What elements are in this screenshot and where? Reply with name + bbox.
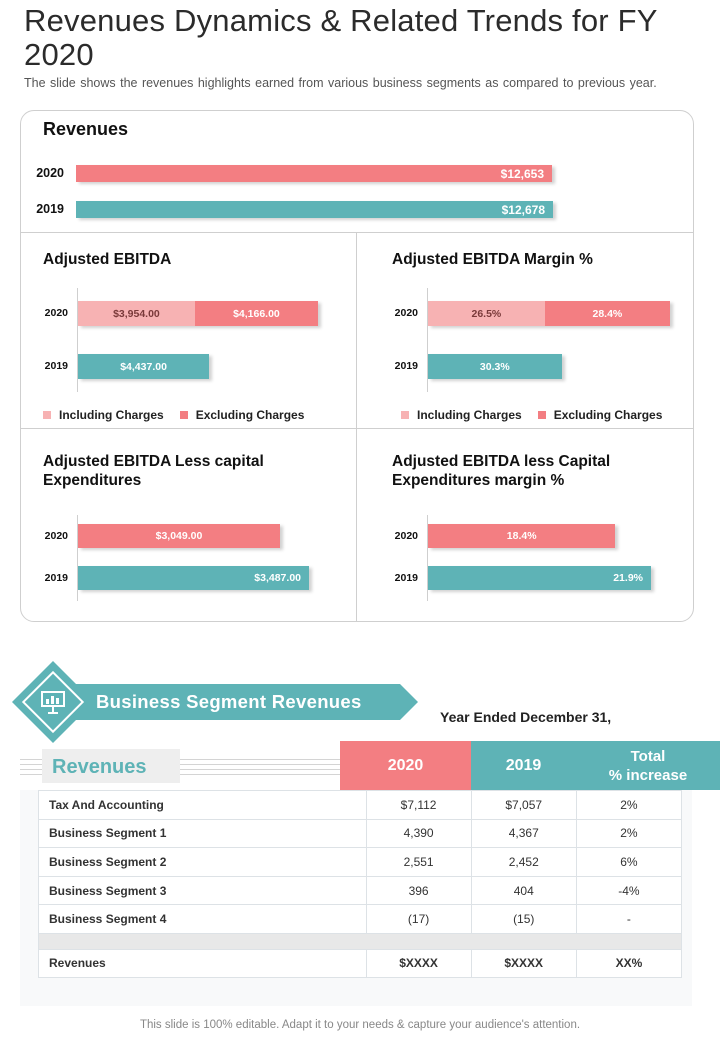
segment-name: Business Segment 2 bbox=[39, 848, 367, 877]
segment-value: $7,112 bbox=[366, 791, 471, 820]
column-header-2019: 2019 bbox=[471, 741, 576, 790]
ebitda-less-capex-margin-chart-title: Adjusted EBITDA less Capital Expenditures margin % bbox=[392, 453, 611, 489]
segment-value: - bbox=[576, 905, 681, 934]
ebitda-less-capex-margin-bar-2019-label: 21.9% bbox=[428, 566, 651, 590]
segment-name: Tax And Accounting bbox=[39, 791, 367, 820]
segment-value: 2,551 bbox=[366, 848, 471, 877]
revenues-label-2020: 2020 bbox=[36, 166, 64, 180]
legend-including-label: Including Charges bbox=[59, 408, 164, 422]
ebitda-less-capex-bar-2020 bbox=[78, 524, 280, 548]
legend-swatch-excluding bbox=[180, 411, 188, 419]
legend-swatch-including bbox=[401, 411, 409, 419]
segment-value: 4,390 bbox=[366, 819, 471, 848]
ebitda-label-2019: 2019 bbox=[44, 360, 68, 372]
ebitda-less-capex-margin-label-2019: 2019 bbox=[394, 572, 418, 584]
ebitda-less-capex-margin-bar-2019 bbox=[428, 566, 651, 590]
table-spacer-row bbox=[39, 933, 682, 949]
total-2020: $XXXX bbox=[366, 949, 471, 977]
total-increase: XX% bbox=[576, 949, 681, 977]
segment-value: 2% bbox=[576, 819, 681, 848]
table-total-row bbox=[39, 949, 682, 977]
legend-excluding-label: Excluding Charges bbox=[553, 408, 663, 422]
legend-excluding-label: Excluding Charges bbox=[195, 408, 305, 422]
ebitda-less-capex-margin-label-2020: 2020 bbox=[394, 530, 418, 542]
segment-revenues-table bbox=[38, 790, 682, 978]
segment-name: Business Segment 4 bbox=[39, 905, 367, 934]
table-row bbox=[39, 876, 682, 905]
page-subtitle: The slide shows the revenues highlights earned from various business segments as compared to previous year. bbox=[24, 76, 657, 90]
table-row bbox=[39, 819, 682, 848]
ebitda-margin-bar-2020 bbox=[428, 301, 670, 326]
ebitda-less-capex-bar-2019 bbox=[78, 566, 309, 590]
ebitda-bar-2019 bbox=[78, 354, 209, 379]
ebitda-bar-2020 bbox=[78, 301, 318, 326]
ebitda-legend bbox=[43, 408, 320, 422]
segment-value: 2,452 bbox=[471, 848, 576, 877]
segment-value: -4% bbox=[576, 876, 681, 905]
ebitda-margin-bar-2020-excluding: 28.4% bbox=[545, 301, 670, 326]
page-title: Revenues Dynamics & Related Trends for FY 2020 bbox=[24, 3, 658, 72]
column-header-2020: 2020 bbox=[340, 741, 471, 790]
total-label: Revenues bbox=[39, 949, 367, 977]
revenues-bar-2020 bbox=[76, 165, 552, 182]
ebitda-less-capex-margin-bar-2020-label: 18.4% bbox=[428, 524, 615, 548]
legend-swatch-including bbox=[43, 411, 51, 419]
ebitda-margin-legend bbox=[401, 408, 678, 422]
ebitda-chart-title: Adjusted EBITDA bbox=[43, 251, 172, 268]
year-ended-caption: Year Ended December 31, bbox=[440, 709, 612, 725]
total-2019: $XXXX bbox=[471, 949, 576, 977]
ebitda-margin-label-2019: 2019 bbox=[394, 360, 418, 372]
ebitda-bar-2019-including: $4,437.00 bbox=[78, 354, 209, 379]
legend-including-label: Including Charges bbox=[417, 408, 522, 422]
table-row bbox=[39, 848, 682, 877]
ebitda-less-capex-label-2020: 2020 bbox=[44, 530, 68, 542]
ebitda-less-capex-label-2019: 2019 bbox=[44, 572, 68, 584]
panel-divider-vertical bbox=[356, 233, 357, 621]
ebitda-margin-bar-2019-including: 30.3% bbox=[428, 354, 562, 379]
table-row bbox=[39, 905, 682, 934]
revenues-bar-2019-label: $12,678 bbox=[76, 201, 553, 218]
segment-value: 404 bbox=[471, 876, 576, 905]
segment-value: $7,057 bbox=[471, 791, 576, 820]
revenues-bar-2019 bbox=[76, 201, 553, 218]
table-row bbox=[39, 791, 682, 820]
ebitda-margin-chart-title: Adjusted EBITDA Margin % bbox=[392, 251, 593, 268]
ebitda-less-capex-bar-2019-label: $3,487.00 bbox=[78, 566, 309, 590]
ebitda-less-capex-margin-bar-2020 bbox=[428, 524, 615, 548]
ebitda-margin-bar-2020-including: 26.5% bbox=[428, 301, 545, 326]
panel-divider-middle bbox=[21, 428, 693, 429]
ebitda-bar-2020-excluding: $4,166.00 bbox=[195, 301, 318, 326]
segment-name: Business Segment 1 bbox=[39, 819, 367, 848]
ebitda-label-2020: 2020 bbox=[44, 307, 68, 319]
segment-value: 6% bbox=[576, 848, 681, 877]
panel-divider-top bbox=[21, 232, 693, 233]
presentation-chart-icon bbox=[40, 688, 66, 716]
revenues-bar-2020-label: $12,653 bbox=[76, 165, 552, 182]
segment-value: (17) bbox=[366, 905, 471, 934]
revenues-header-label: Revenues bbox=[52, 756, 147, 778]
ebitda-less-capex-chart-title: Adjusted EBITDA Less capital Expenditures bbox=[43, 453, 264, 489]
segment-value: 2% bbox=[576, 791, 681, 820]
segment-value: 396 bbox=[366, 876, 471, 905]
footer-note: This slide is 100% editable. Adapt it to your needs & capture your audience's attention. bbox=[139, 1019, 581, 1031]
ebitda-margin-label-2020: 2020 bbox=[394, 307, 418, 319]
revenues-label-2019: 2019 bbox=[36, 202, 64, 216]
column-header-total-increase: Total % increase bbox=[576, 741, 720, 790]
segment-value: (15) bbox=[471, 905, 576, 934]
ebitda-bar-2020-including: $3,954.00 bbox=[78, 301, 195, 326]
section-title: Business Segment Revenues bbox=[96, 691, 362, 712]
ebitda-less-capex-bar-2020-label: $3,049.00 bbox=[78, 524, 280, 548]
legend-swatch-excluding bbox=[538, 411, 546, 419]
ebitda-margin-bar-2019 bbox=[428, 354, 562, 379]
spacer-cell bbox=[39, 933, 682, 949]
segment-value: 4,367 bbox=[471, 819, 576, 848]
revenues-chart-title: Revenues bbox=[43, 119, 129, 139]
segment-name: Business Segment 3 bbox=[39, 876, 367, 905]
